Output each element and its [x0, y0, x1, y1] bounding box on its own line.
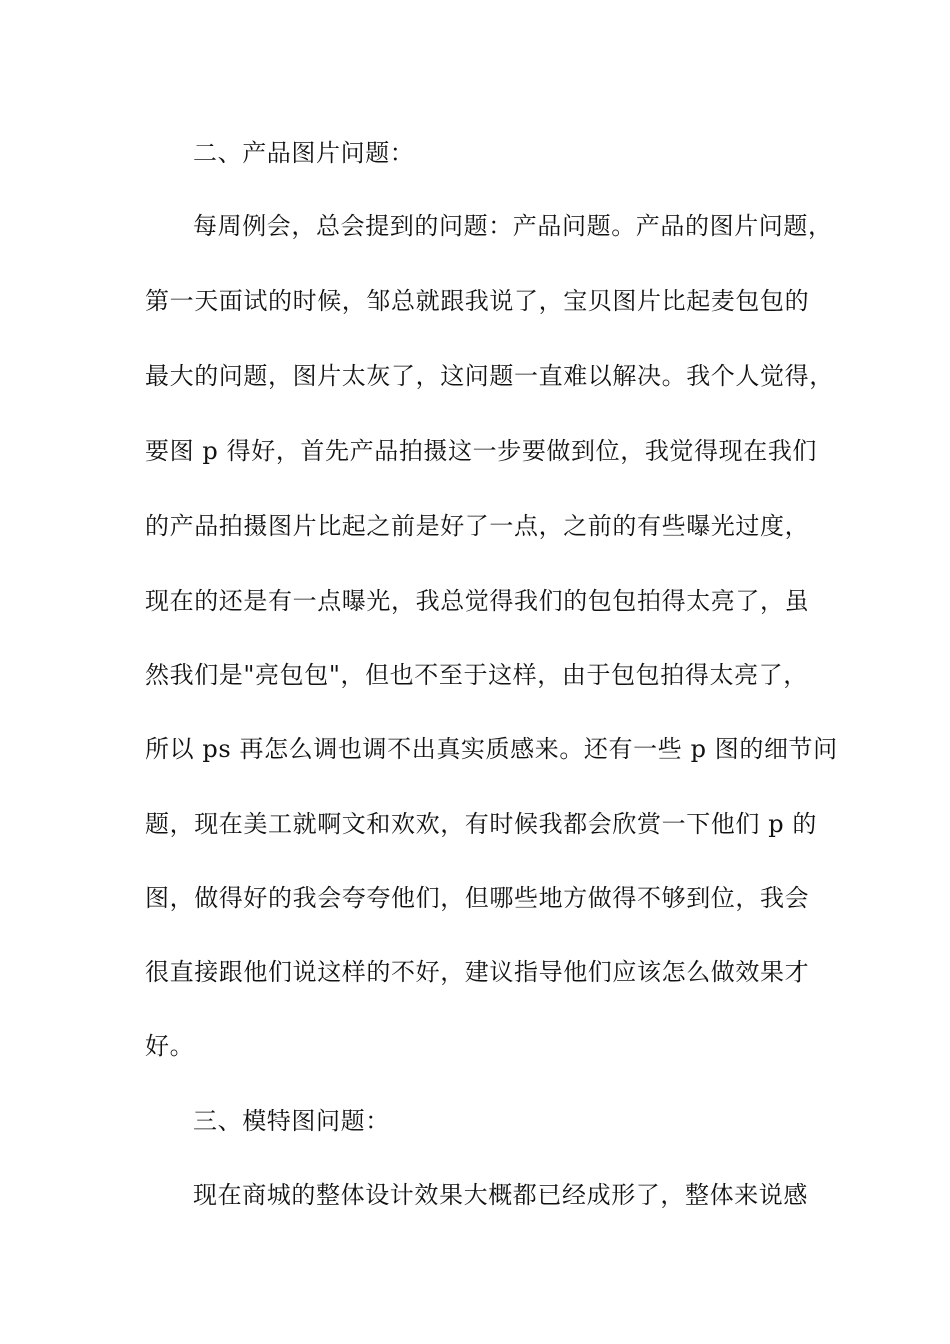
- paragraph-line: 现在的还是有一点曝光，我总觉得我们的包包拍得太亮了，虽: [145, 587, 810, 615]
- paragraph-line: 好。: [145, 1032, 195, 1060]
- paragraph-line: 每周例会，总会提到的问题：产品问题。产品的图片问题，: [193, 212, 833, 240]
- paragraph-line: 题，现在美工就啊文和欢欢，有时候我都会欣赏一下他们 p 的: [145, 810, 818, 838]
- paragraph-line: 的产品拍摄图片比起之前是好了一点，之前的有些曝光过度，: [145, 512, 810, 540]
- paragraph-line: 要图 p 得好，首先产品拍摄这一步要做到位，我觉得现在我们: [145, 437, 818, 465]
- paragraph-line: 第一天面试的时候，邹总就跟我说了，宝贝图片比起麦包包的: [145, 287, 810, 315]
- paragraph-line: 很直接跟他们说这样的不好，建议指导他们应该怎么做效果才: [145, 958, 810, 986]
- paragraph-line: 然我们是"亮包包"，但也不至于这样，由于包包拍得太亮了，: [145, 661, 808, 689]
- paragraph-line: 最大的问题，图片太灰了，这问题一直难以解决。我个人觉得，: [145, 362, 834, 390]
- paragraph-line: 现在商城的整体设计效果大概都已经成形了，整体来说感: [193, 1181, 808, 1209]
- paragraph-line: 所以 ps 再怎么调也调不出真实质感来。还有一些 p 图的细节问: [145, 735, 838, 763]
- paragraph-line: 图，做得好的我会夸夸他们，但哪些地方做得不够到位，我会: [145, 884, 810, 912]
- section-two-heading: 二、产品图片问题：: [193, 139, 415, 167]
- section-three-heading: 三、模特图问题：: [193, 1107, 390, 1135]
